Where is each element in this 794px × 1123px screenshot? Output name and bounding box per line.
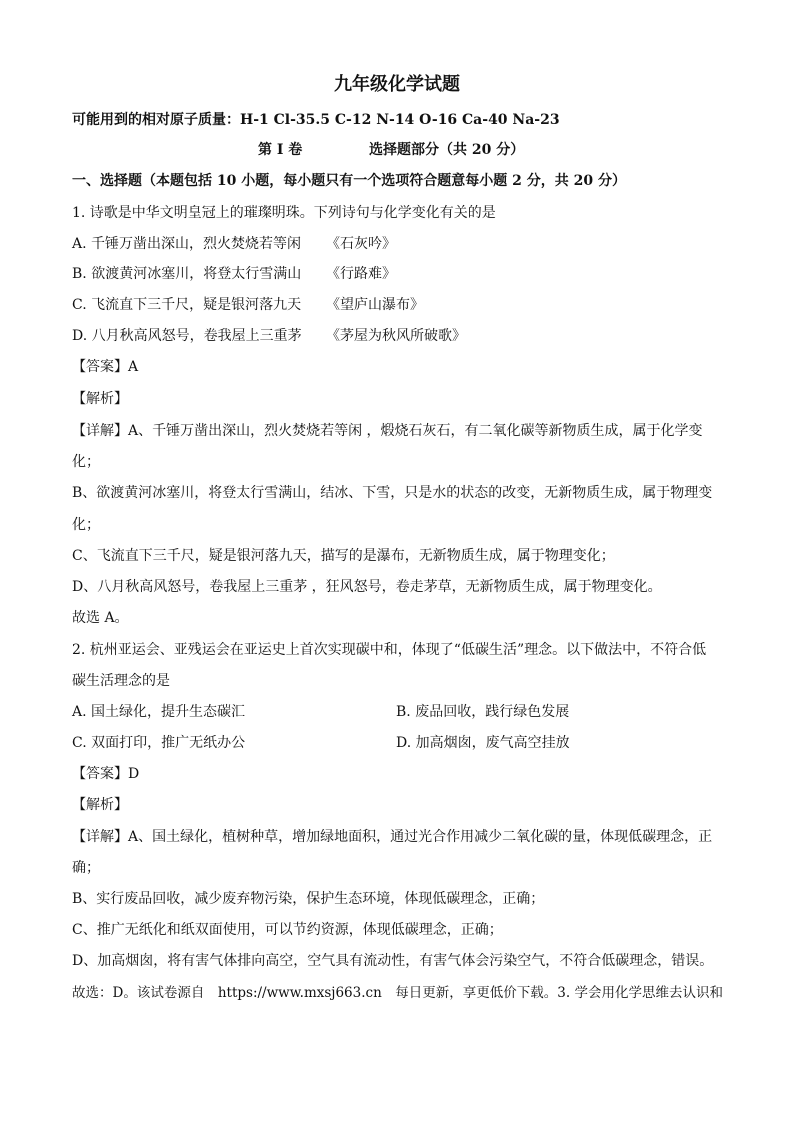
question-1-detail-line: 化； xyxy=(72,517,100,533)
question-1-detail-line: D、八月秋高风怒号，卷我屋上三重茅 ，狂风怒号，卷走茅草，无新物质生成，属于物理变化。 xyxy=(72,579,662,595)
question-2-detail-line: 确； xyxy=(72,860,100,876)
option-text: B. 欲渡黄河冰塞川，将登太行雪满山 xyxy=(72,266,302,282)
question-1-option-d xyxy=(72,327,302,345)
question-2-detail-line: D、加高烟囱，将有害气体排向高空，空气具有流动性，有害气体会污染空气，不符合低碳理念，错误。 xyxy=(72,953,714,969)
question-2-footer-line: 故选：D。该试卷源自 https://www.mxsj663.cn 每日更新，享更低价下载。3. 学会用化学思维去认识和 xyxy=(72,985,723,1001)
volume-description: 选择题部分（共 20 分） xyxy=(369,142,525,158)
page-title: 九年级化学试题 xyxy=(334,74,460,95)
question-2-option-a: A. 国土绿化，提升生态碳汇 xyxy=(72,704,246,720)
section-heading: 一、选择题（本题包括 10 小题，每小题只有一个选项符合题意每小题 2 分，共 20 分） xyxy=(72,173,626,189)
question-2-detail-line: B、实行废品回收，减少废弃物污染，保护生态环境，体现低碳理念，正确； xyxy=(72,891,545,907)
question-1-answer: 【答案】A xyxy=(72,359,139,375)
question-2-detail-line: 【详解】A、国土绿化，植树种草，增加绿地面积，通过光合作用减少二氧化碳的量，体现低碳理念，正 xyxy=(72,829,713,845)
question-1-detail-line: C、飞流直下三千尺，疑是银河落九天，描写的是瀑布，无新物质生成，属于物理变化； xyxy=(72,548,615,564)
question-2-analysis-label: 【解析】 xyxy=(72,797,128,813)
question-2-stem-continued: 碳生活理念的是 xyxy=(72,673,170,689)
question-1-option-a-source: 《石灰吟》 xyxy=(326,236,396,252)
question-1-detail-line: 化； xyxy=(72,454,100,470)
question-1-option-d-source: 《茅屋为秋风所破歌》 xyxy=(326,328,466,344)
question-2-option-b: B. 废品回收，践行绿色发展 xyxy=(396,704,570,720)
question-2-option-d: D. 加高烟囱，废气高空挂放 xyxy=(396,735,570,751)
atomic-masses: 可能用到的相对原子质量：H-1 Cl-35.5 C-12 N-14 O-16 Ca-40 Na-23 xyxy=(72,112,560,128)
option-text: A. 千锤万凿出深山，烈火焚烧若等闲 xyxy=(72,236,302,252)
question-1-analysis-label: 【解析】 xyxy=(72,391,128,407)
question-1-conclusion: 故选 A。 xyxy=(72,610,129,626)
question-1-option-c-source: 《望庐山瀑布》 xyxy=(326,297,424,313)
question-1-option-c xyxy=(72,296,301,314)
option-text: D. 八月秋高风怒号，卷我屋上三重茅 xyxy=(72,328,302,344)
question-1-stem: 1. 诗歌是中华文明皇冠上的璀璨明珠。下列诗句与化学变化有关的是 xyxy=(72,205,496,221)
question-2-option-c: C. 双面打印，推广无纸办公 xyxy=(72,735,246,751)
question-2-stem: 2. 杭州亚运会、亚残运会在亚运史上首次实现碳中和，体现了“低碳生活”理念。以下做法中，不符合低 xyxy=(72,642,707,658)
question-1-option-b xyxy=(72,265,301,283)
question-2-answer: 【答案】D xyxy=(72,766,140,782)
option-text: C. 飞流直下三千尺，疑是银河落九天 xyxy=(72,297,302,313)
question-1-detail-line: B、欲渡黄河冰塞川，将登太行雪满山，结冰、下雪，只是水的状态的改变，无新物质生成，属于物理变 xyxy=(72,485,713,501)
question-1-detail-line: 【详解】A、千锤万凿出深山，烈火焚烧若等闲 ，煅烧石灰石，有二氧化碳等新物质生成，属于化学变 xyxy=(72,423,703,439)
question-1-option-b-source: 《行路难》 xyxy=(326,266,396,282)
volume-label: 第 I 卷 xyxy=(258,142,303,158)
question-2-detail-line: C、推广无纸化和纸双面使用，可以节约资源，体现低碳理念，正确； xyxy=(72,922,503,938)
question-1-option-a xyxy=(72,235,301,253)
